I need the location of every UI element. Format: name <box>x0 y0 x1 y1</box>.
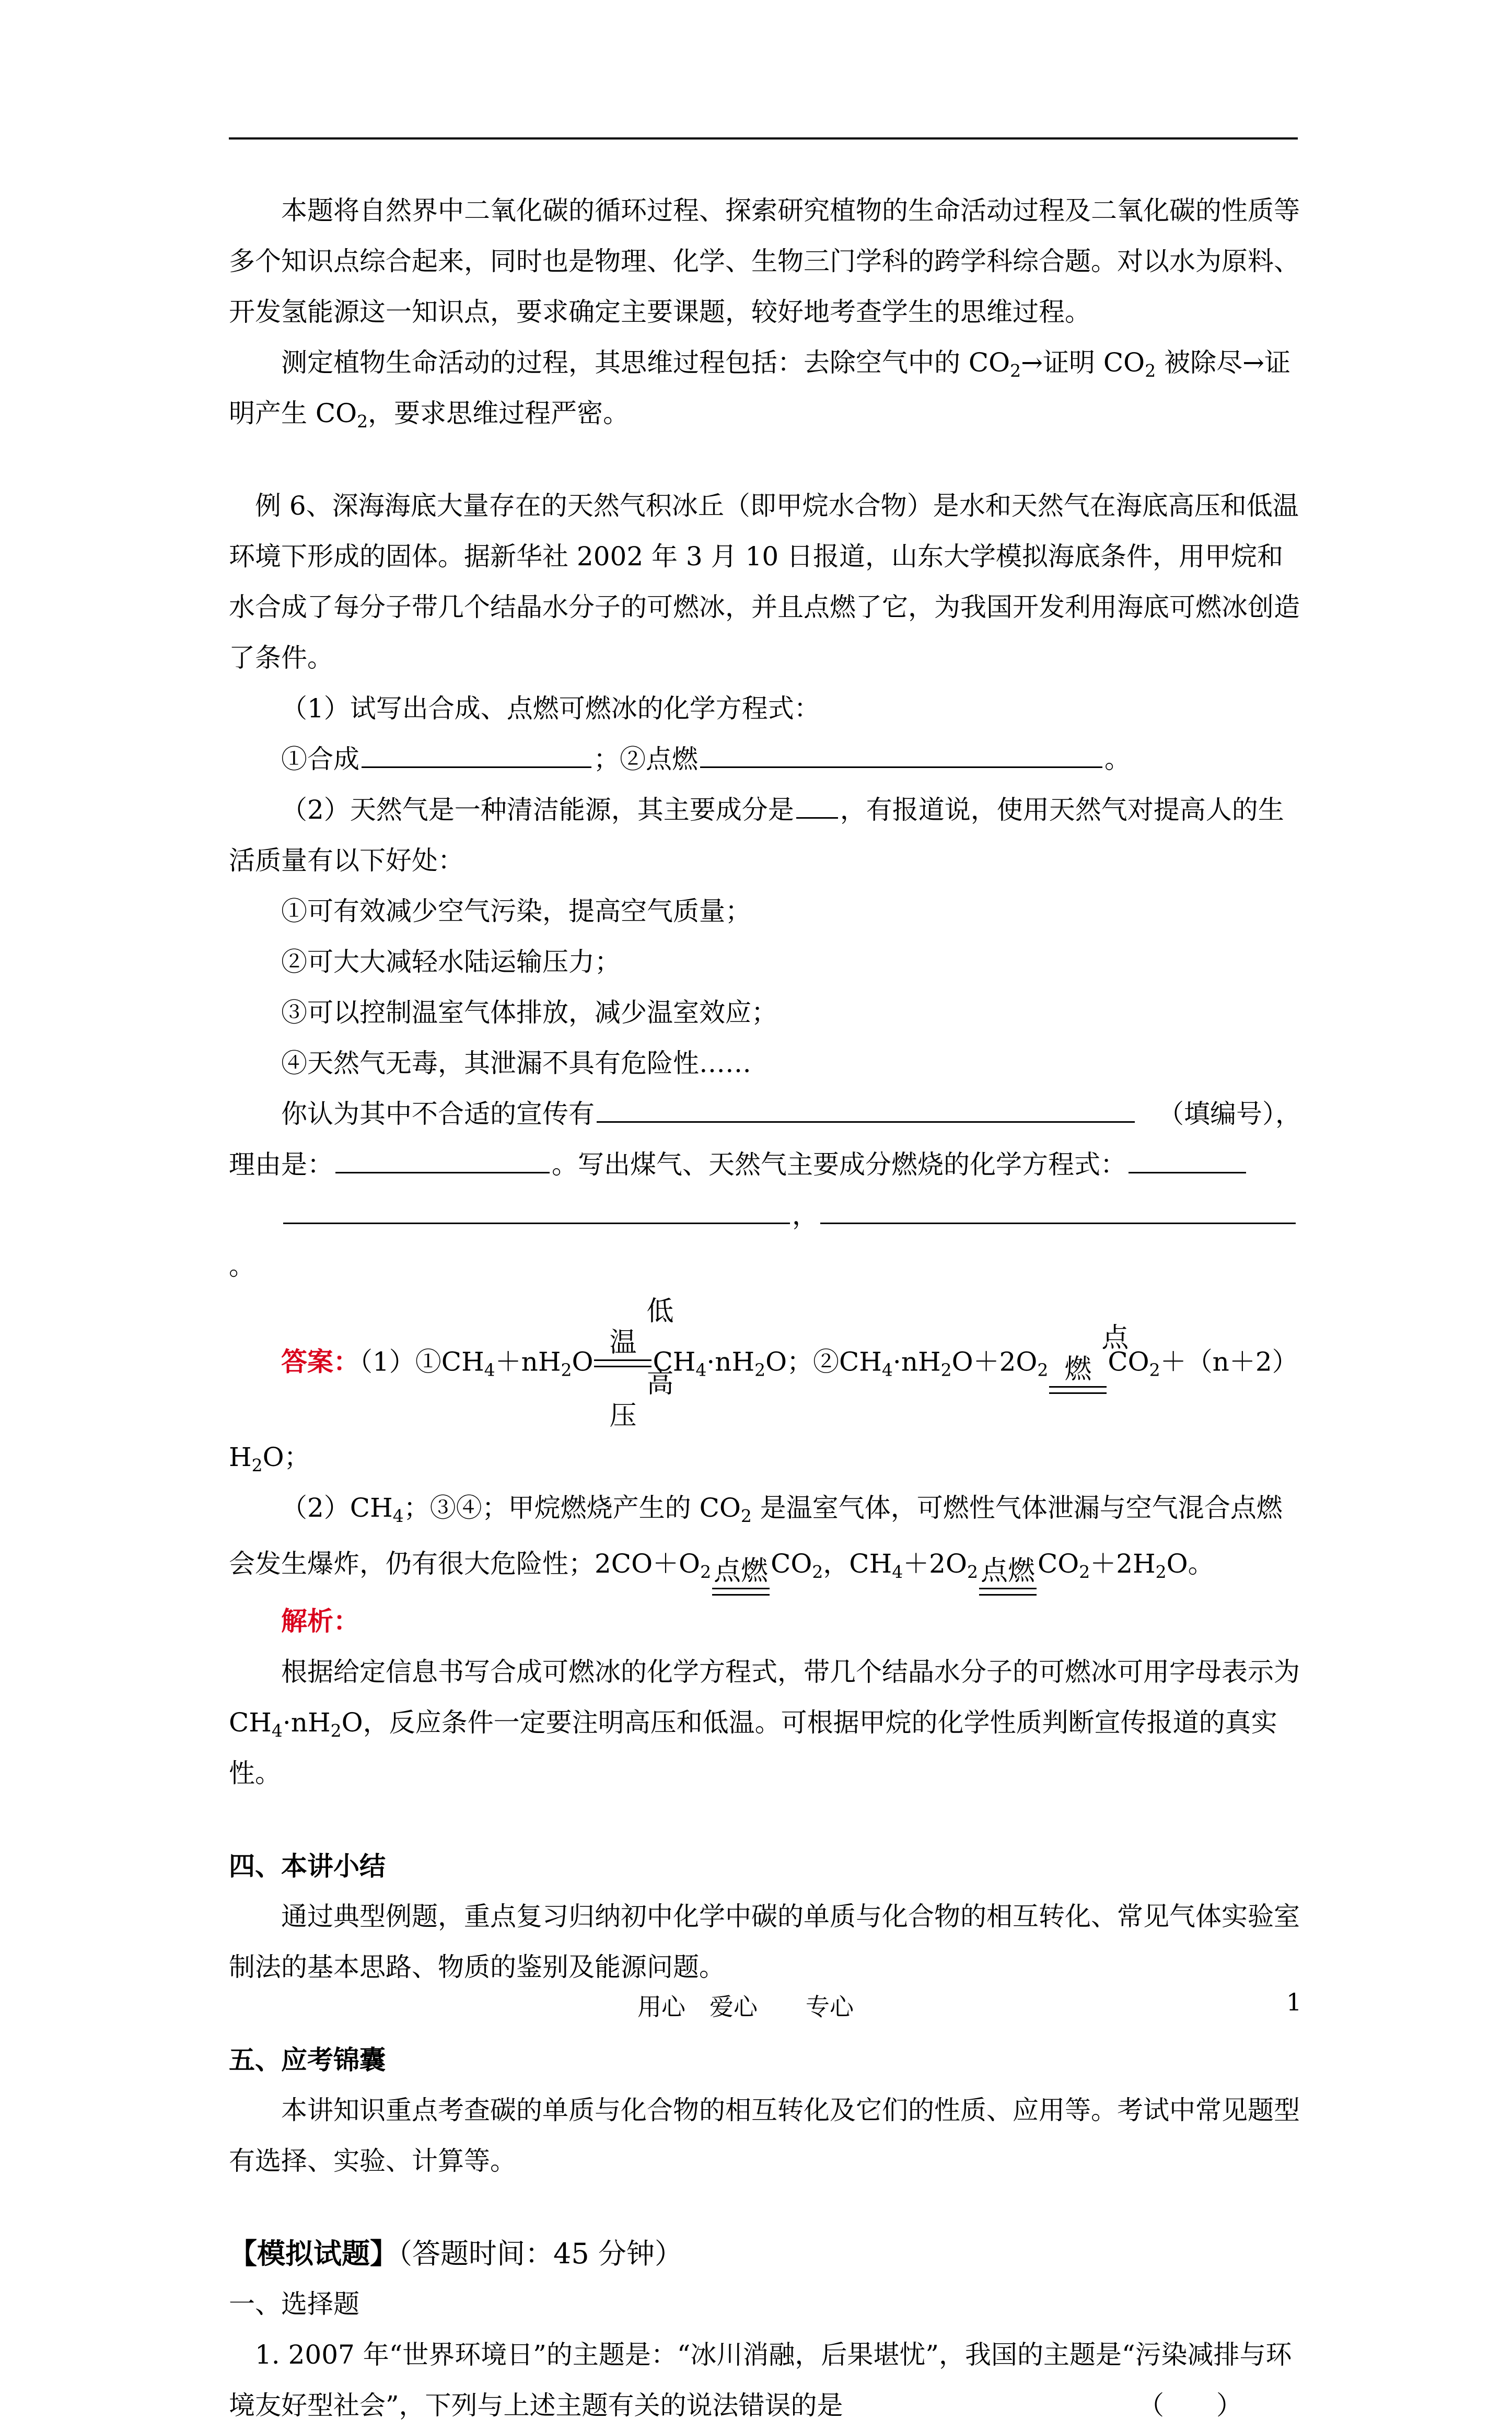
section-5-title: 五、应考锦囊 <box>229 2044 386 2075</box>
page-content <box>229 185 1305 2431</box>
mock-test-heading: 【模拟试题】（答题时间：45 分钟） <box>229 2237 683 2270</box>
section-5-body: 本讲知识重点考查碳的单质与化合物的相互转化及它们的性质、应用等。考试中常见题型有选择、实验、计算等。 <box>229 2095 1300 2176</box>
condition-ignite-2: 点燃 <box>712 1555 770 1596</box>
option-1: ①可有效减少空气污染，提高空气质量； <box>281 896 751 926</box>
question-1-blanks: ①合成 ；②点燃 。 <box>281 744 1131 774</box>
answer-part-1: 答案：$(1)①CH_4+nH_2O$ 低温 高压 $CH_4\cdot nH_2O$；$②CH_4\cdot nH_2O+2O_2$ 点燃 $CO_2+(n+2)$ <box>281 1296 1298 1432</box>
condition-ignite-3: 点燃 <box>979 1555 1037 1596</box>
section-4-body: 通过典型例题，重点复习归纳初中化学中碳的单质与化合物的相互转化、常见气体实验室制法的基本思路、物质的鉴别及能源问题。 <box>229 1901 1300 1982</box>
reason-blank[interactable] <box>335 1167 550 1173</box>
option-4: ④天然气无毒，其泄漏不具有危险性…… <box>281 1048 751 1078</box>
footer-motto: 用心 爱心 专心 <box>637 1993 854 2021</box>
condition-ignite-1: 点燃 <box>1049 1322 1107 1394</box>
question-1-prompt: （1）试写出合成、点燃可燃冰的化学方程式： <box>281 693 820 724</box>
question-2-prompt: （2）天然气是一种清洁能源，其主要成分是 ，有报道说，使用天然气对提高人的生活质量有以下好处： <box>229 795 1284 876</box>
answer-part-2: $(2)CH_4$；③④；甲烷燃烧产生的 $CO_2$ 是温室气体，可燃性气体泄漏与空气混合点燃 <box>281 1493 1283 1526</box>
answer-part-2-cont: 会发生爆炸，仍有很大危险性；$2CO+O_2$ 点燃 $CO_2$，$CH_4+2O_2$ 点燃 $CO_2+2H_2O$。 <box>229 1539 1305 1596</box>
question-2-reason: 理由是： 。写出煤气、天然气主要成分燃烧的化学方程式： <box>229 1139 1305 1190</box>
option-2: ②可大大减轻水陆运输压力； <box>281 947 621 977</box>
section-4-title: 四、本讲小结 <box>229 1851 386 1881</box>
example-6-text: 例 6、深海海底大量存在的天然气积冰丘（即甲烷水合物）是水和天然气在海底高压和低温环境下形成的固体。据新华社 2002 年 3 月 10 日报道，山东大学模拟海底条件，用甲烷和水合成了每分子带几个结晶水分子的可燃冰，并且点燃了它，为我国开发利用海底可燃冰创造了条件。 <box>229 491 1300 673</box>
header-rule <box>229 137 1298 139</box>
option-3: ③可以控制温室气体排放，减少温室效应； <box>281 997 777 1028</box>
answer-label: 答案： <box>281 1346 359 1377</box>
analysis-text: 根据给定信息书写合成可燃冰的化学方程式，带几个结晶水分子的可燃冰可用字母表示为 $CH_4\cdot nH_2O$，反应条件一定要注明高压和低温。可根据甲烷的化学性质判断宣传报道的真实性。 <box>229 1657 1300 1788</box>
synthesis-blank[interactable] <box>362 761 591 768</box>
equation-blank-3[interactable] <box>820 1217 1296 1224</box>
section-choice-title: 一、选择题 <box>229 2289 359 2319</box>
ignite-blank[interactable] <box>700 761 1102 768</box>
unsuitable-blank[interactable] <box>597 1116 1135 1123</box>
question-2-select: 你认为其中不合适的宣传有 （填编号）， <box>281 1099 1301 1129</box>
main-component-blank[interactable] <box>796 812 838 819</box>
analysis-label: 解析： <box>281 1606 359 1636</box>
paragraph-thinking: 测定植物生命活动的过程，其思维过程包括：去除空气中的 $CO_2\to$证明 $CO_2$ 被除尽→证明产生 $CO_2$，要求思维过程严密。 <box>229 347 1290 432</box>
page-number: 1 <box>1286 1988 1302 2016</box>
answer-part-1-cont: $H_2O$； <box>229 1442 310 1475</box>
equation-blank-1[interactable] <box>1129 1167 1246 1173</box>
answer-paren[interactable]: （ ） <box>1138 2390 1242 2421</box>
equation-blank-2[interactable] <box>283 1217 790 1224</box>
question-2-equations: ，。 <box>229 1190 1305 1292</box>
question-1: 1. 2007 年“世界环境日”的主题是：“冰川消融，后果堪忧”，我国的主题是“污染减排与环境友好型社会”，下列与上述主题有关的说法错误的是 （ ） <box>229 2330 1305 2431</box>
paragraph-intro: 本题将自然界中二氧化碳的循环过程、探索研究植物的生命活动过程及二氧化碳的性质等多个知识点综合起来，同时也是物理、化学、生物三门学科的跨学科综合题。对以水为原料、开发氢能源这一知识点，要求确定主要课题，较好地考查学生的思维过程。 <box>229 195 1300 327</box>
condition-low-temp-high-pressure: 低温 高压 <box>594 1296 652 1432</box>
